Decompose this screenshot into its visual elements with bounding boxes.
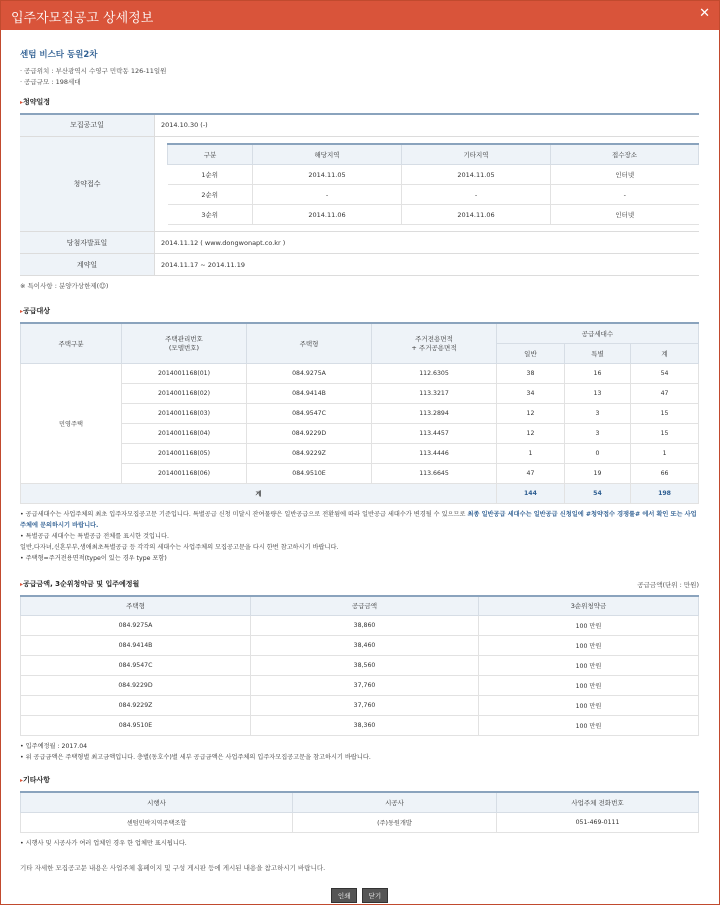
table-row xyxy=(21,383,699,403)
general-cell: 1 xyxy=(497,443,565,463)
total-general: 144 xyxy=(497,483,565,503)
inner-header: 기타지역 xyxy=(402,144,551,165)
announce-label: 모집공고일 xyxy=(20,114,155,136)
supply-note-1-highlight: 최종 일반공급 세대수는 일반공급 신청일에 #청약접수 경쟁률# 에서 확인 또는 사업주체에 문의하시기 바랍니다. xyxy=(20,510,697,529)
special-cell: 3 xyxy=(564,423,630,443)
builder-cell: (주)동원개발 xyxy=(293,812,497,832)
special-cell: 3 xyxy=(564,403,630,423)
announce-value: 2014.10.30 (-) xyxy=(155,114,700,136)
deposit-cell: 100 만원 xyxy=(479,636,699,656)
button-bar xyxy=(20,888,699,903)
price-cell: 37,760 xyxy=(251,696,479,716)
total-cell: 66 xyxy=(631,463,699,483)
price-cell: 37,760 xyxy=(251,676,479,696)
col-general: 일반 xyxy=(497,343,565,363)
supply-scale: · 공급규모 : 198세대 xyxy=(20,78,81,86)
etc-note: • 시행사 및 시공사가 여러 업체인 경우 한 업체만 표시됩니다. xyxy=(20,839,187,847)
footer-text: 기타 자세한 모집공고문 내용은 사업주체 홈페이지 및 구성 게시판 등에 게시된 내용을 참고하시기 바랍니다. xyxy=(20,863,326,872)
inner-header: 접수장소 xyxy=(551,144,699,165)
apply-cell xyxy=(155,136,700,232)
rank-cell: 2순위 xyxy=(168,185,253,205)
table-row xyxy=(21,363,699,383)
total-label: 계 xyxy=(21,483,497,503)
total-cell: 15 xyxy=(631,423,699,443)
close-icon[interactable]: ✕ xyxy=(699,6,710,21)
model-cell: 084.9510E xyxy=(21,716,251,736)
other-date-cell: 2014.11.06 xyxy=(402,205,551,225)
total-cell: 1 xyxy=(631,443,699,463)
supply-note-1-text: • 공급세대수는 사업주체의 최초 입주자모집공고문 기준입니다. 특별공급 신청 미달시 잔여물량은 일반공급으로 전환됨에 따라 일반공급 세대수가 변경될 수 있으므로 xyxy=(20,510,466,518)
table-row xyxy=(21,716,699,736)
mgmt-no-cell: 2014001168(04) xyxy=(122,423,247,443)
window-title: 입주자모집공고 상세정보 xyxy=(11,11,154,26)
phone-cell: 051-469-0111 xyxy=(497,812,699,832)
col-units: 공급세대수 xyxy=(497,323,699,343)
general-cell: 12 xyxy=(497,423,565,443)
mgmt-no-cell: 2014001168(06) xyxy=(122,463,247,483)
supply-note-1 xyxy=(20,509,699,531)
special-cell: 19 xyxy=(564,463,630,483)
contract-value: 2014.11.17 ~ 2014.11.19 xyxy=(155,254,700,276)
total-row xyxy=(21,483,699,503)
rank-cell: 3순위 xyxy=(168,205,253,225)
close-button[interactable]: 닫기 xyxy=(362,888,389,903)
col-area: 주거전용면적 + 주거공용면적 xyxy=(372,323,497,363)
price-cell: 38,460 xyxy=(251,636,479,656)
mgmt-no-cell: 2014001168(02) xyxy=(122,383,247,403)
house-type-cell: 민영주택 xyxy=(21,363,122,483)
local-date-cell: 2014.11.06 xyxy=(253,205,402,225)
deposit-cell: 100 만원 xyxy=(479,676,699,696)
supply-note-2: • 특별공급 세대수는 특별공급 전체를 표시한 것입니다. xyxy=(20,532,169,540)
model-cell: 084.9229D xyxy=(247,423,372,443)
general-cell: 47 xyxy=(497,463,565,483)
col-house-type: 주택구분 xyxy=(21,323,122,363)
price-cell: 38,560 xyxy=(251,656,479,676)
model-cell: 084.9547C xyxy=(21,656,251,676)
other-date-cell: 2014.11.05 xyxy=(402,165,551,185)
col-deposit: 3순위청약금 xyxy=(479,596,699,616)
price-heading-row xyxy=(20,570,699,595)
col-mgmt-no: 주택관리번호 (모델번호) xyxy=(122,323,247,363)
model-cell: 084.9510E xyxy=(247,463,372,483)
table-row xyxy=(21,423,699,443)
model-cell: 084.9414B xyxy=(21,636,251,656)
table-row xyxy=(21,463,699,483)
table-row xyxy=(21,616,699,636)
price-cell: 38,860 xyxy=(251,616,479,636)
area-cell: 113.4446 xyxy=(372,443,497,463)
table-row xyxy=(21,676,699,696)
price-heading: ▸ 공급금액, 3순위청약금 및 입주예정월 xyxy=(20,579,139,589)
area-cell: 113.3217 xyxy=(372,383,497,403)
table-row xyxy=(21,656,699,676)
title-bar xyxy=(1,1,719,30)
model-cell: 084.9229Z xyxy=(21,696,251,716)
deposit-cell: 100 만원 xyxy=(479,716,699,736)
table-row xyxy=(21,636,699,656)
general-cell: 38 xyxy=(497,363,565,383)
special-cell: 0 xyxy=(564,443,630,463)
table-row xyxy=(21,696,699,716)
place-cell: - xyxy=(551,185,699,205)
supply-note-4: • 주택형=주거전용면적(type이 있는 경우 type 포함) xyxy=(20,554,167,562)
table-row xyxy=(168,165,699,185)
contract-label: 계약일 xyxy=(20,254,155,276)
price-cell: 38,360 xyxy=(251,716,479,736)
move-in-month: • 입주예정월 : 2017.04 xyxy=(20,743,88,750)
local-date-cell: - xyxy=(253,185,402,205)
general-cell: 12 xyxy=(497,403,565,423)
model-cell: 084.9229Z xyxy=(247,443,372,463)
project-meta xyxy=(20,66,699,88)
area-cell: 113.2894 xyxy=(372,403,497,423)
area-cell: 113.6645 xyxy=(372,463,497,483)
price-note: • 위 공급금액은 주택형별 최고금액입니다. 층별(동호수)별 세부 공급금액은 사업주체의 입주자모집공고문을 참고하시기 바랍니다. xyxy=(20,754,371,761)
inner-header: 구분 xyxy=(168,144,253,165)
model-cell: 084.9229D xyxy=(21,676,251,696)
special-cell: 16 xyxy=(564,363,630,383)
etc-heading: ▸ 기타사항 xyxy=(20,775,699,785)
general-cell: 34 xyxy=(497,383,565,403)
total-cell: 47 xyxy=(631,383,699,403)
winner-label: 당첨자발표일 xyxy=(20,232,155,254)
total-cell: 54 xyxy=(631,363,699,383)
price-unit: 공급금액(단위 : 만원) xyxy=(637,580,699,589)
print-button[interactable]: 인쇄 xyxy=(331,888,358,903)
apply-label: 청약접수 xyxy=(20,136,155,232)
apply-inner-table xyxy=(167,143,699,226)
deposit-cell: 100 만원 xyxy=(479,656,699,676)
table-row xyxy=(168,185,699,205)
content-area xyxy=(1,48,719,903)
table-row xyxy=(21,812,699,832)
etc-table xyxy=(20,791,699,833)
col-builder: 시공사 xyxy=(293,792,497,812)
local-date-cell: 2014.11.05 xyxy=(253,165,402,185)
table-row xyxy=(168,205,699,225)
deposit-cell: 100 만원 xyxy=(479,696,699,716)
col-price: 공급금액 xyxy=(251,596,479,616)
price-notes xyxy=(20,741,699,763)
schedule-table xyxy=(20,113,699,276)
col-phone: 사업주체 전화번호 xyxy=(497,792,699,812)
col-model: 주택형 xyxy=(247,323,372,363)
supply-location: · 공급위치 : 부산광역시 수영구 민락동 126-11일원 xyxy=(20,67,167,75)
area-cell: 112.6305 xyxy=(372,363,497,383)
model-cell: 084.9275A xyxy=(21,616,251,636)
col-total: 계 xyxy=(631,343,699,363)
total-special: 54 xyxy=(564,483,630,503)
mgmt-no-cell: 2014001168(03) xyxy=(122,403,247,423)
developer-cell: 센텀민락지역주택조합 xyxy=(21,812,293,832)
deposit-cell: 100 만원 xyxy=(479,616,699,636)
other-date-cell: - xyxy=(402,185,551,205)
rank-cell: 1순위 xyxy=(168,165,253,185)
supply-note-3: 일반,다자녀,신혼부부,생애최초특별공급 등 각각의 세대수는 사업주체의 모집공고문을 다시 한번 참고하시기 바랍니다. xyxy=(20,543,339,551)
total-cell: 15 xyxy=(631,403,699,423)
table-row xyxy=(21,403,699,423)
mgmt-no-cell: 2014001168(01) xyxy=(122,363,247,383)
supply-notes xyxy=(20,509,699,564)
supply-heading: ▸ 공급대상 xyxy=(20,306,699,316)
model-cell: 084.9414B xyxy=(247,383,372,403)
price-table xyxy=(20,595,699,737)
total-all: 198 xyxy=(631,483,699,503)
special-cell: 13 xyxy=(564,383,630,403)
winner-value: 2014.11.12 ( www.dongwonapt.co.kr ) xyxy=(155,232,700,254)
table-row xyxy=(21,443,699,463)
place-cell: 인터넷 xyxy=(551,165,699,185)
col-model: 주택형 xyxy=(21,596,251,616)
mgmt-no-cell: 2014001168(05) xyxy=(122,443,247,463)
col-special: 특별 xyxy=(564,343,630,363)
supply-table xyxy=(20,322,699,504)
model-cell: 084.9275A xyxy=(247,363,372,383)
special-note: ※ 특이사항 : 분양가상한제(☺) xyxy=(20,282,109,290)
model-cell: 084.9547C xyxy=(247,403,372,423)
schedule-heading: ▸ 청약일정 xyxy=(20,97,699,107)
inner-header: 해당지역 xyxy=(253,144,402,165)
project-name: 센텀 비스타 동원2차 xyxy=(20,50,98,60)
place-cell: 인터넷 xyxy=(551,205,699,225)
col-developer: 시행사 xyxy=(21,792,293,812)
area-cell: 113.4457 xyxy=(372,423,497,443)
